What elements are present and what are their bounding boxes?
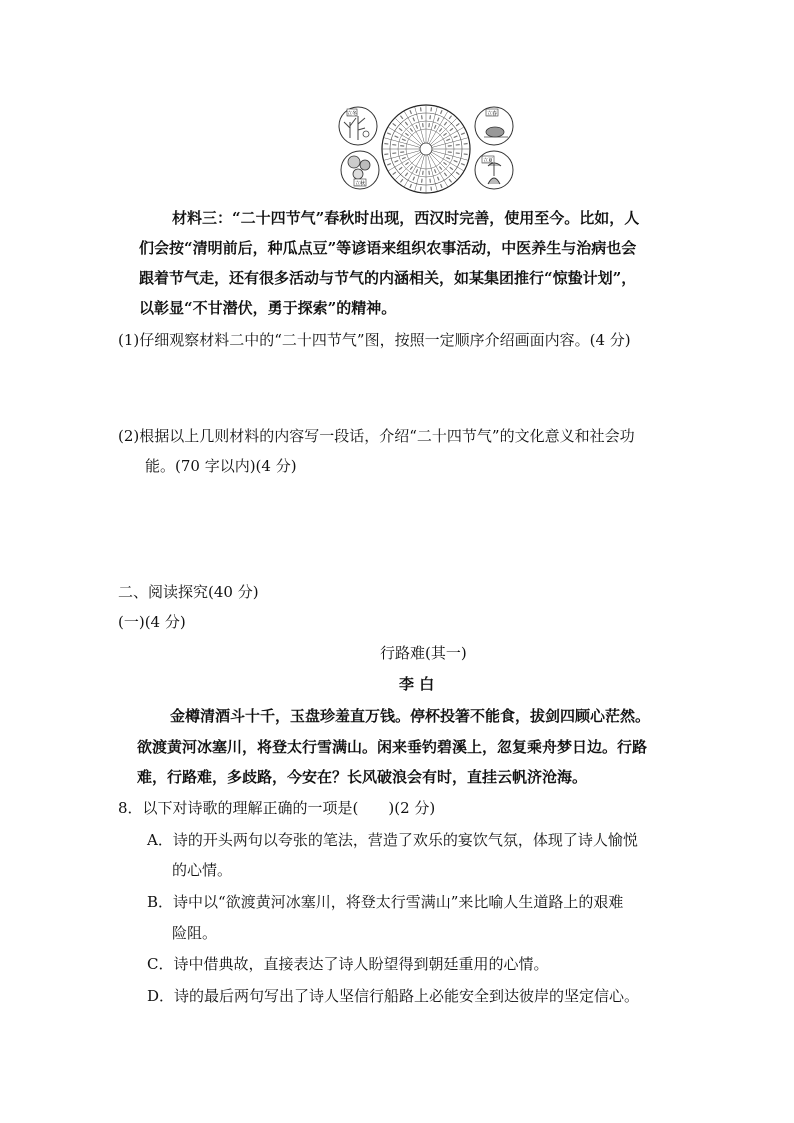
section-heading: 二、阅读探究(40 分): [118, 583, 259, 601]
material3-line-4: 以彰显“不甘潜伏，勇于探索”的精神。: [139, 299, 397, 317]
subsection-heading: (一)(4 分): [118, 613, 186, 631]
option-b-line-1: B．诗中以“欲渡黄河冰塞川，将登太行雪满山”来比喻人生道路上的艰难: [147, 893, 624, 911]
label-lixia: 立夏: [482, 158, 494, 164]
poem-title: 行路难(其一): [380, 644, 467, 662]
label-liqiu: 立秋: [354, 181, 366, 187]
solar-terms-wheel: [382, 105, 470, 193]
poem-line-2: 欲渡黄河冰塞川，将登太行雪满山。闲来垂钓碧溪上，忽复乘舟梦日边。行路: [137, 738, 648, 756]
label-lidong: 立冬: [346, 111, 358, 117]
poem-line-3: 难，行路难，多歧路，今安在？长风破浪会有时，直挂云帆济沧海。: [137, 768, 588, 786]
poem-line-1: 金樽清酒斗十千，玉盘珍羞直万钱。停杯投箸不能食，拔剑四顾心茫然。: [170, 707, 651, 725]
poem-author: 李 白: [399, 675, 435, 693]
solar-terms-figure: [338, 104, 514, 194]
option-c: C．诗中借典故，直接表达了诗人盼望得到朝廷重用的心情。: [147, 955, 549, 973]
material3-line-3: 跟着节气走，还有很多活动与节气的内涵相关，如某集团推行“惊蛰计划”，: [139, 269, 637, 287]
option-b-line-2: 险阻。: [172, 924, 218, 942]
option-a-line-2: 的心情。: [172, 861, 233, 879]
label-lichun: 立春: [486, 111, 498, 117]
option-a-line-1: A．诗的开头两句以夸张的笔法，营造了欢乐的宴饮气氛，体现了诗人愉悦: [147, 831, 638, 849]
material3-line-1: 材料三：“二十四节气”春秋时出现，西汉时完善，使用至今。比如，人: [172, 209, 640, 227]
option-d: D．诗的最后两句写出了诗人坚信行船路上必能安全到达彼岸的坚定信心。: [147, 987, 640, 1005]
solar-terms-diagram: [338, 104, 514, 194]
question-2-line-2: 能。(70 字以内)(4 分): [145, 457, 297, 475]
question-8-stem: 8．以下对诗歌的理解正确的一项是( )(2 分): [118, 799, 436, 817]
question-2-line-1: (2)根据以上几则材料的内容写一段话，介绍“二十四节气”的文化意义和社会功: [118, 427, 635, 445]
material3-line-2: 们会按“清明前后，种瓜点豆”等谚语来组织农事活动，中医养生与治病也会: [139, 239, 637, 257]
question-1: (1)仔细观察材料二中的“二十四节气”图，按照一定顺序介绍画面内容。(4 分): [118, 331, 631, 349]
